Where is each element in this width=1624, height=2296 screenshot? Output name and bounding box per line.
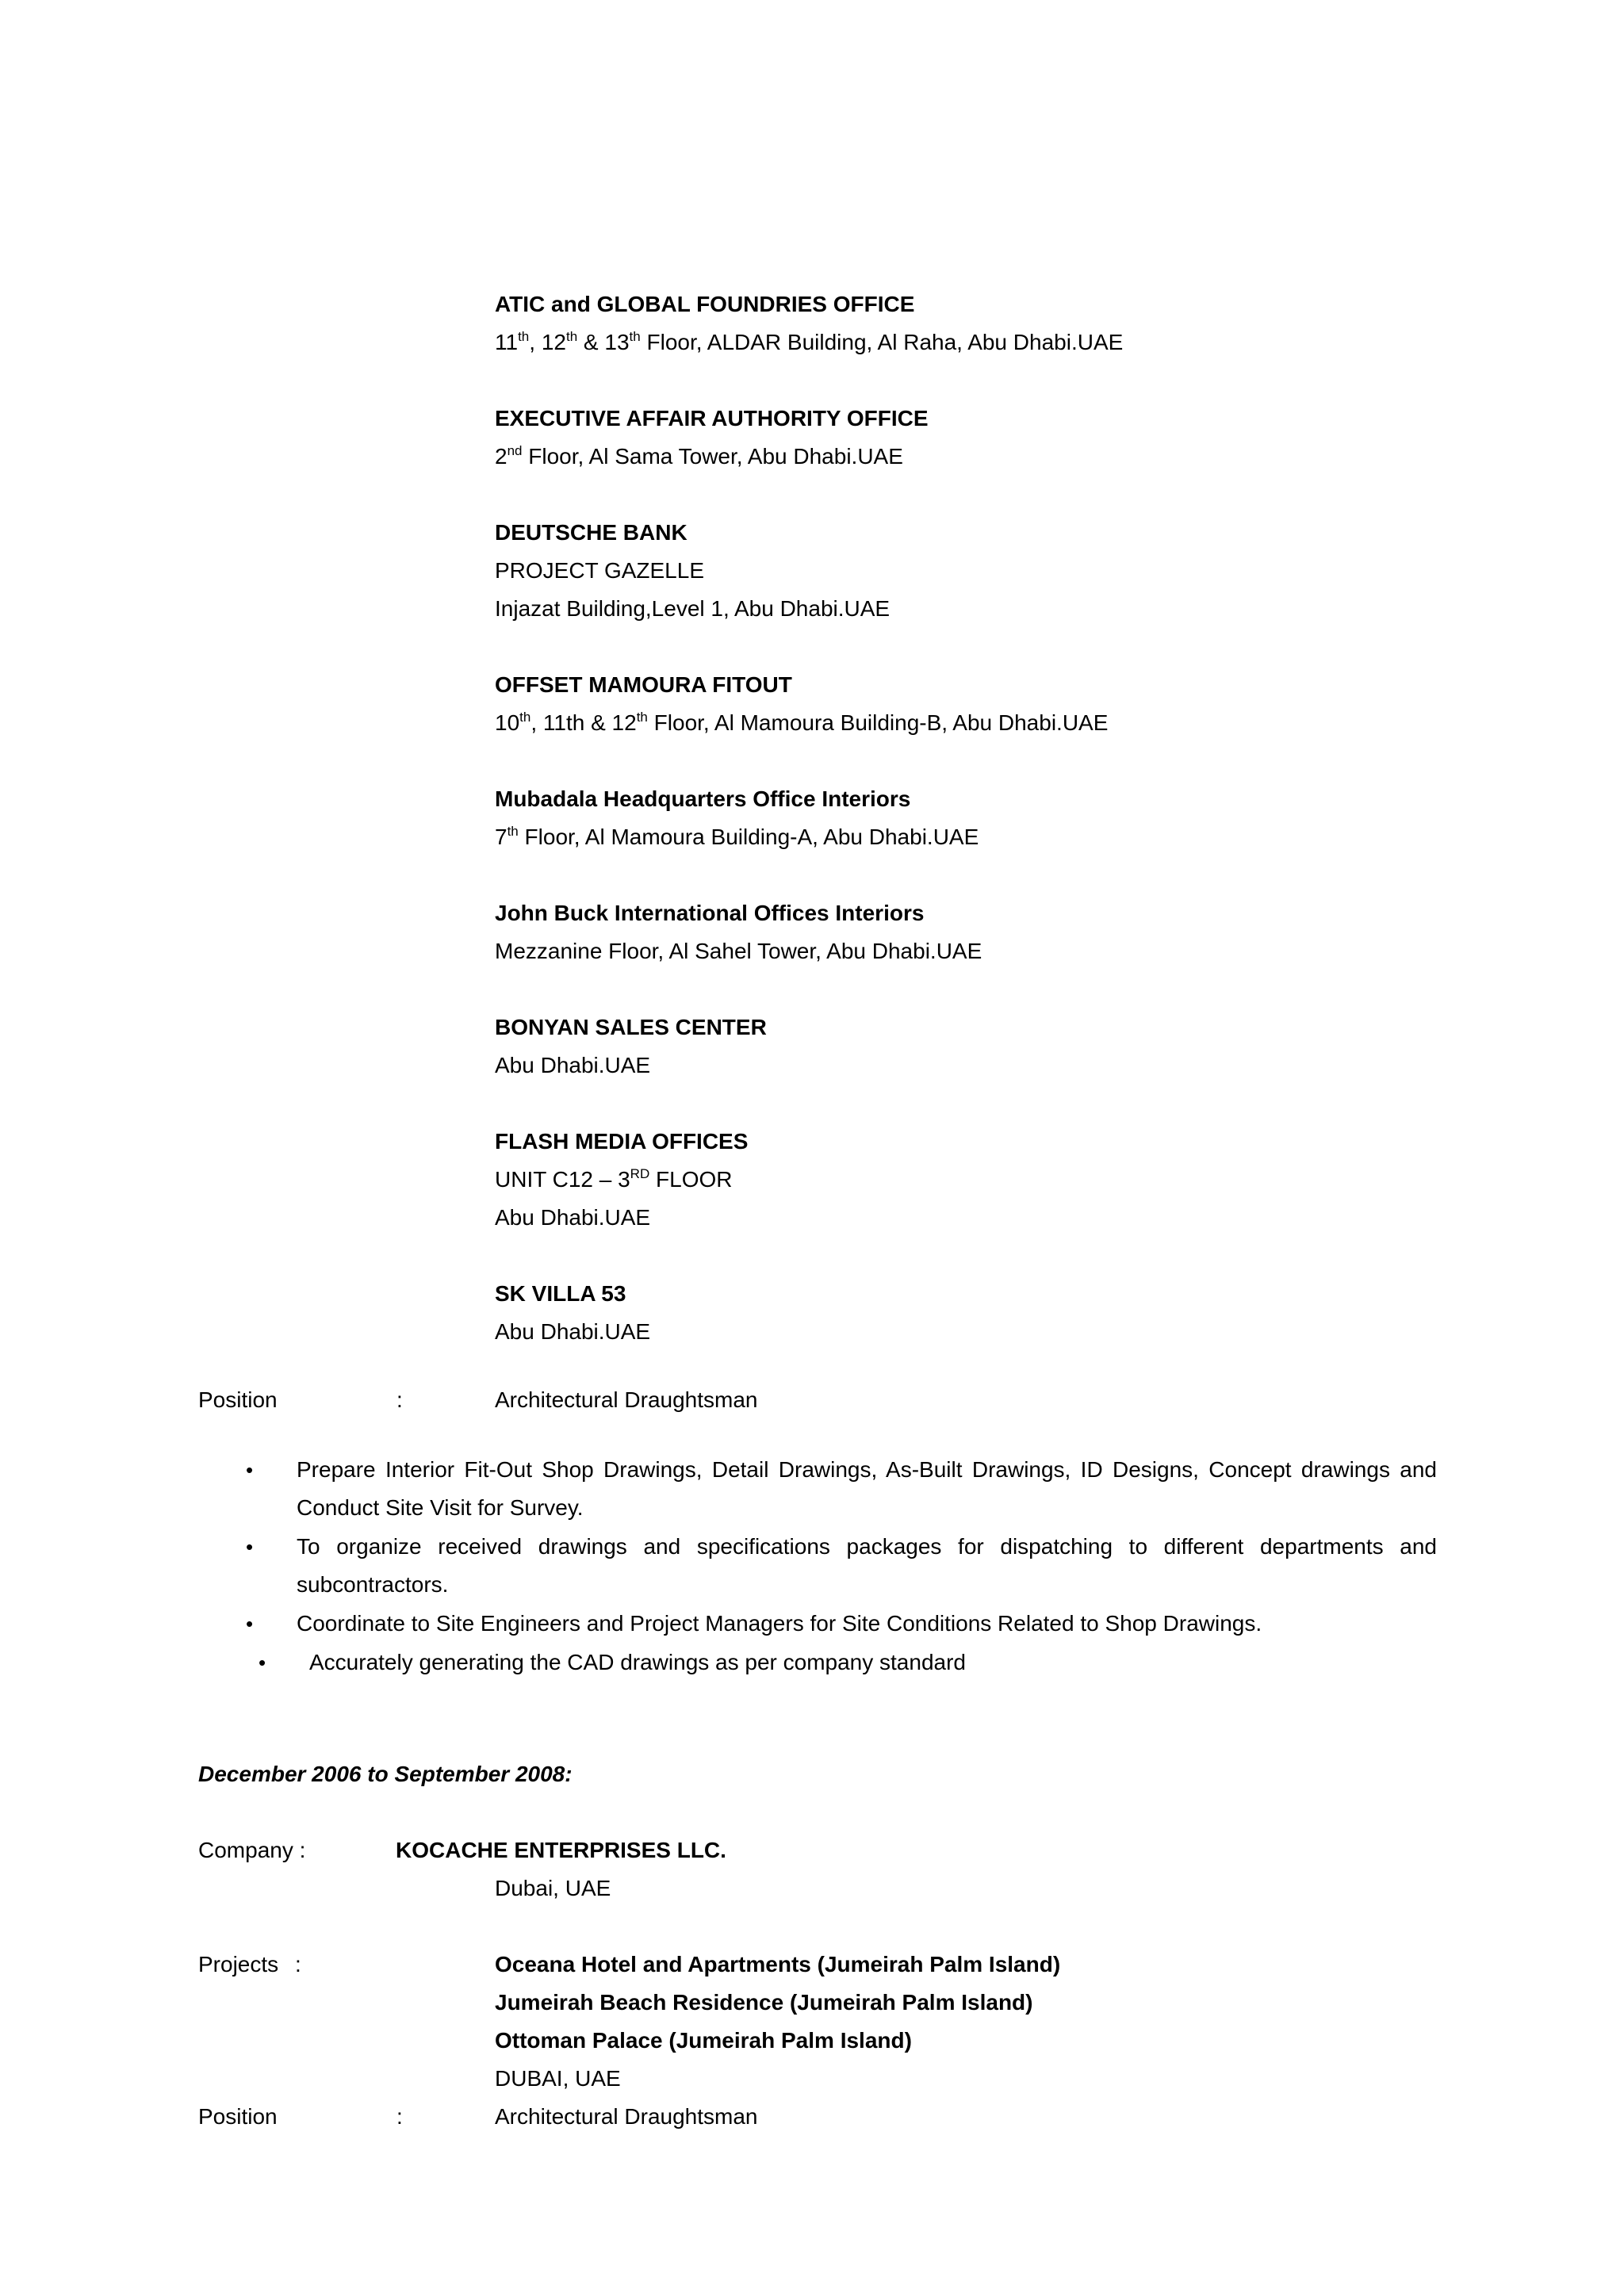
project-title: BONYAN SALES CENTER: [495, 1015, 767, 1039]
company-location: Dubai, UAE: [495, 1876, 611, 1900]
project-subtitle: PROJECT GAZELLE: [495, 558, 705, 583]
project-entry: [495, 1008, 1446, 1085]
project-address: 11th, 12th & 13th Floor, ALDAR Building, Al Raha, Abu Dhabi.UAE: [495, 329, 1124, 354]
list-item: • To organize received drawings and specifications packages for dispatching to different departments and subcontractors.: [246, 1528, 1437, 1604]
position-value: Architectural Draughtsman: [495, 2104, 758, 2129]
employment-date-range: December 2006 to September 2008:: [198, 1762, 573, 1786]
position-label: Position: [198, 1387, 278, 1412]
project-address: Injazat Building,Level 1, Abu Dhabi.UAE: [495, 596, 891, 621]
project-list: [495, 285, 1446, 1389]
project-name: Oceana Hotel and Apartments (Jumeirah Palm Island): [495, 1952, 1061, 1976]
project-title: DEUTSCHE BANK: [495, 520, 688, 545]
position-label: Position: [198, 2104, 278, 2129]
project-name: Jumeirah Beach Residence (Jumeirah Palm Island): [495, 1990, 1033, 2015]
projects-colon: :: [295, 1952, 301, 1976]
bullet-icon: •: [259, 1651, 266, 1674]
project-title: SK VILLA 53: [495, 1281, 626, 1306]
project-address: Abu Dhabi.UAE: [495, 1319, 651, 1344]
project-title: John Buck International Offices Interiors: [495, 901, 925, 925]
position-colon: :: [396, 2104, 403, 2129]
project-entry: [495, 400, 1446, 476]
project-entry: [495, 1275, 1446, 1351]
position-value: Architectural Draughtsman: [495, 1387, 758, 1412]
position-colon: :: [396, 1387, 403, 1412]
bullet-icon: •: [246, 1458, 254, 1482]
project-address: 10th, 11th & 12th Floor, Al Mamoura Building-B, Abu Dhabi.UAE: [495, 710, 1109, 735]
bullet-icon: •: [246, 1535, 254, 1559]
list-item: • Coordinate to Site Engineers and Project Managers for Site Conditions Related to Shop Drawings.: [246, 1605, 1437, 1643]
project-address: Abu Dhabi.UAE: [495, 1205, 651, 1230]
project-unit: UNIT C12 – 3RD FLOOR: [495, 1166, 733, 1192]
project-entry: [495, 514, 1446, 628]
list-item: • Prepare Interior Fit-Out Shop Drawings, Detail Drawings, As-Built Drawings, ID Designs, Concept drawings and Conduct Site Visit for Survey.: [246, 1451, 1437, 1527]
project-entry: [495, 894, 1446, 970]
project-entry: [495, 666, 1446, 742]
project-title: EXECUTIVE AFFAIR AUTHORITY OFFICE: [495, 406, 929, 430]
project-title: OFFSET MAMOURA FITOUT: [495, 672, 792, 697]
project-entry: [495, 285, 1446, 362]
bullet-icon: •: [246, 1612, 254, 1636]
project-address: Mezzanine Floor, Al Sahel Tower, Abu Dhabi.UAE: [495, 939, 982, 963]
project-entry: [495, 780, 1446, 856]
projects-location: DUBAI, UAE: [495, 2066, 621, 2091]
project-address: 2nd Floor, Al Sama Tower, Abu Dhabi.UAE: [495, 443, 903, 469]
projects-label: Projects: [198, 1952, 279, 1976]
list-item: • Accurately generating the CAD drawings as per company standard: [246, 1644, 1437, 1682]
project-entry: [495, 1123, 1446, 1237]
project-address: 7th Floor, Al Mamoura Building-A, Abu Dhabi.UAE: [495, 824, 979, 849]
project-title: ATIC and GLOBAL FOUNDRIES OFFICE: [495, 292, 915, 316]
project-title: FLASH MEDIA OFFICES: [495, 1129, 749, 1154]
project-name: Ottoman Palace (Jumeirah Palm Island): [495, 2028, 912, 2053]
project-address: Abu Dhabi.UAE: [495, 1053, 651, 1077]
project-title: Mubadala Headquarters Office Interiors: [495, 786, 911, 811]
duties-list: [246, 1451, 1437, 1682]
company-label: Company :: [198, 1838, 306, 1862]
company-name: KOCACHE ENTERPRISES LLC.: [396, 1838, 726, 1862]
